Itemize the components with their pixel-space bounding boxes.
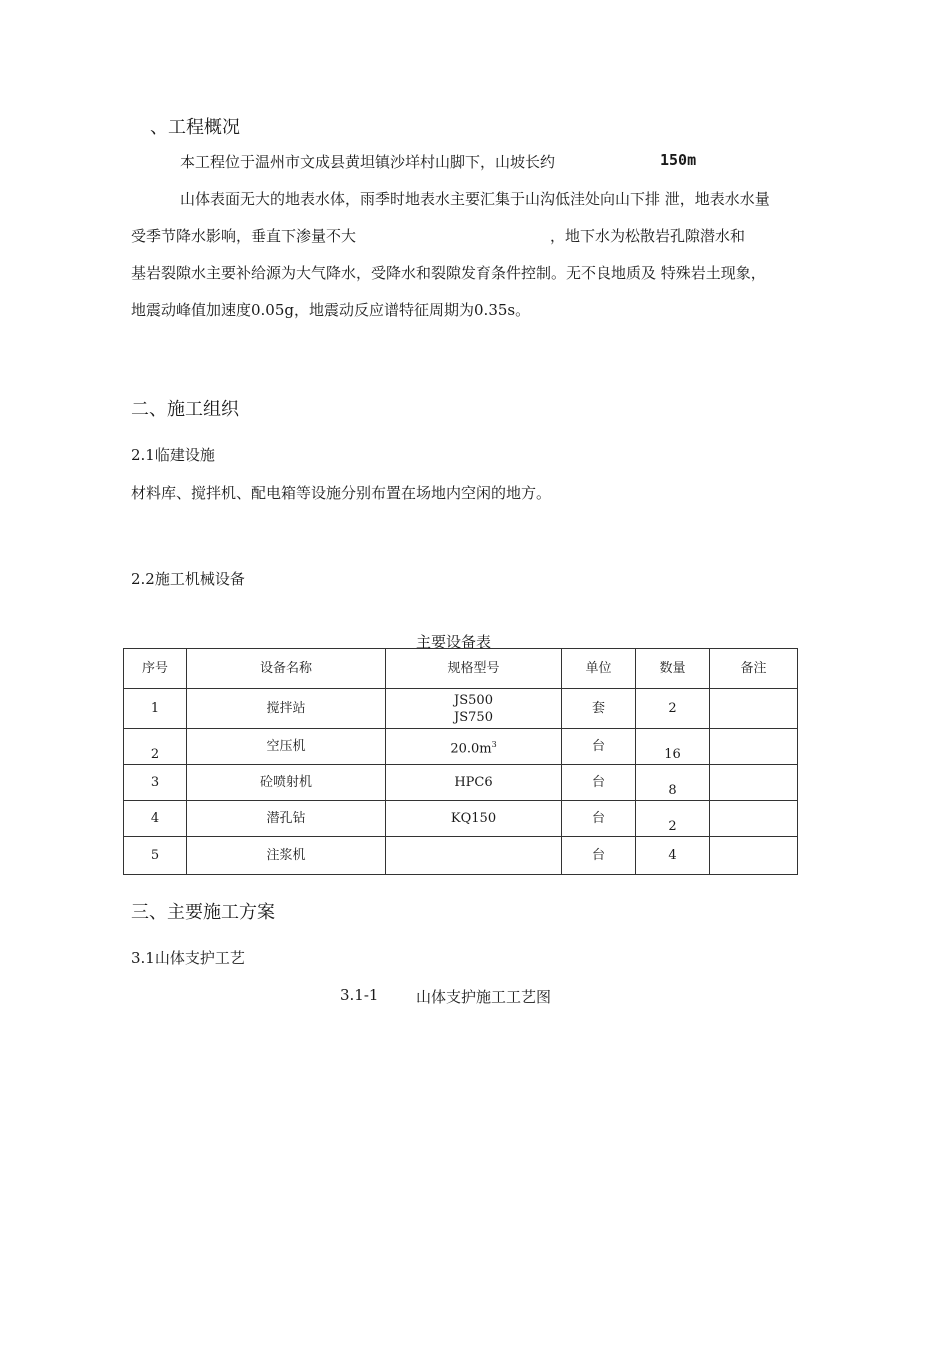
paragraph-line-4: 基岩裂隙水主要补给源为大气降水，受降水和裂隙发育条件控制。无不良地质及 特殊岩土现象，: [131, 264, 766, 282]
header-cell-spec: 规格型号: [386, 649, 562, 689]
header-cell-unit: 单位: [562, 649, 636, 689]
cell-no: 2: [124, 729, 187, 765]
subsection-2-2-heading: 2.2施工机械设备: [131, 570, 245, 588]
cell-name: 潜孔钻: [187, 801, 386, 837]
cell-no: 4: [124, 801, 187, 837]
cell-unit: 台: [562, 801, 636, 837]
cell-spec-value: 20.0m: [450, 741, 492, 757]
cell-qty: [636, 765, 710, 801]
table-header-row: [124, 649, 798, 689]
cell-qty: 2: [636, 689, 710, 729]
cell-qty: [636, 801, 710, 837]
cell-note: [710, 729, 798, 765]
table-row: [124, 765, 798, 801]
cell-no: 1: [124, 689, 187, 729]
cell-unit: 台: [562, 837, 636, 875]
header-cell-name: 设备名称: [187, 649, 386, 689]
cell-spec: KQ150: [386, 801, 562, 837]
subsection-2-1-heading: 2.1临建设施: [131, 446, 215, 464]
section2-heading: 二、施工组织: [131, 399, 239, 420]
subsection-2-1-text: 材料库、搅拌机、配电箱等设施分别布置在场地内空闲的地方。: [131, 484, 552, 502]
cell-note: [710, 689, 798, 729]
subsection-3-1-heading: 3.1山体支护工艺: [131, 949, 245, 967]
equipment-table: [123, 648, 798, 875]
cell-name: 空压机: [187, 729, 386, 765]
table-row: [124, 837, 798, 875]
table-row: [124, 801, 798, 837]
paragraph-line-1: 本工程位于温州市文成县黄坦镇沙垟村山脚下，山坡长约: [180, 153, 556, 171]
header-cell-no: 序号: [124, 649, 187, 689]
cell-name: 砼喷射机: [187, 765, 386, 801]
cell-unit: 台: [562, 729, 636, 765]
table-row: [124, 729, 798, 765]
paragraph-line-3b: ，地下水为松散岩孔隙潜水和: [550, 227, 746, 245]
paragraph-line-5: 地震动峰值加速度0.05g，地震动反应谱特征周期为0.35s。: [131, 301, 531, 319]
cell-note: [710, 801, 798, 837]
cell-spec: [386, 837, 562, 875]
table-row: [124, 689, 798, 729]
cell-name: 注浆机: [187, 837, 386, 875]
cell-no: 3: [124, 765, 187, 801]
cell-qty: 4: [636, 837, 710, 875]
paragraph-line-2: 山体表面无大的地表水体，雨季时地表水主要汇集于山沟低洼处向山下排 泄，地表水水量: [180, 190, 770, 208]
header-cell-note: 备注: [710, 649, 798, 689]
figure-title: 山体支护施工工艺图: [416, 988, 552, 1006]
cell-spec: [386, 689, 562, 729]
table-caption: 主要设备表: [416, 633, 492, 651]
cell-unit: 台: [562, 765, 636, 801]
figure-number: 3.1-1: [340, 986, 379, 1004]
cell-name: 搅拌站: [187, 689, 386, 729]
cell-spec: [386, 729, 562, 765]
cell-spec-line: JS750: [454, 709, 493, 725]
cell-no: 5: [124, 837, 187, 875]
paragraph-line-3a: 受季节降水影响，垂直下渗量不大: [131, 227, 357, 245]
cell-note: [710, 765, 798, 801]
header-cell-qty: 数量: [636, 649, 710, 689]
cell-qty-value: 8: [668, 783, 677, 798]
cell-spec-line: JS500: [454, 692, 493, 708]
cell-qty: [636, 729, 710, 765]
cell-qty-value: 16: [664, 747, 681, 762]
cell-spec: HPC6: [386, 765, 562, 801]
section1-heading: 、工程概况: [150, 117, 240, 138]
slope-length-value: 150m: [660, 151, 697, 169]
cell-qty-value: 2: [668, 819, 677, 834]
cell-unit: 套: [562, 689, 636, 729]
section3-heading: 三、主要施工方案: [131, 902, 275, 923]
cell-note: [710, 837, 798, 875]
cell-spec-superscript: 3: [491, 739, 497, 749]
